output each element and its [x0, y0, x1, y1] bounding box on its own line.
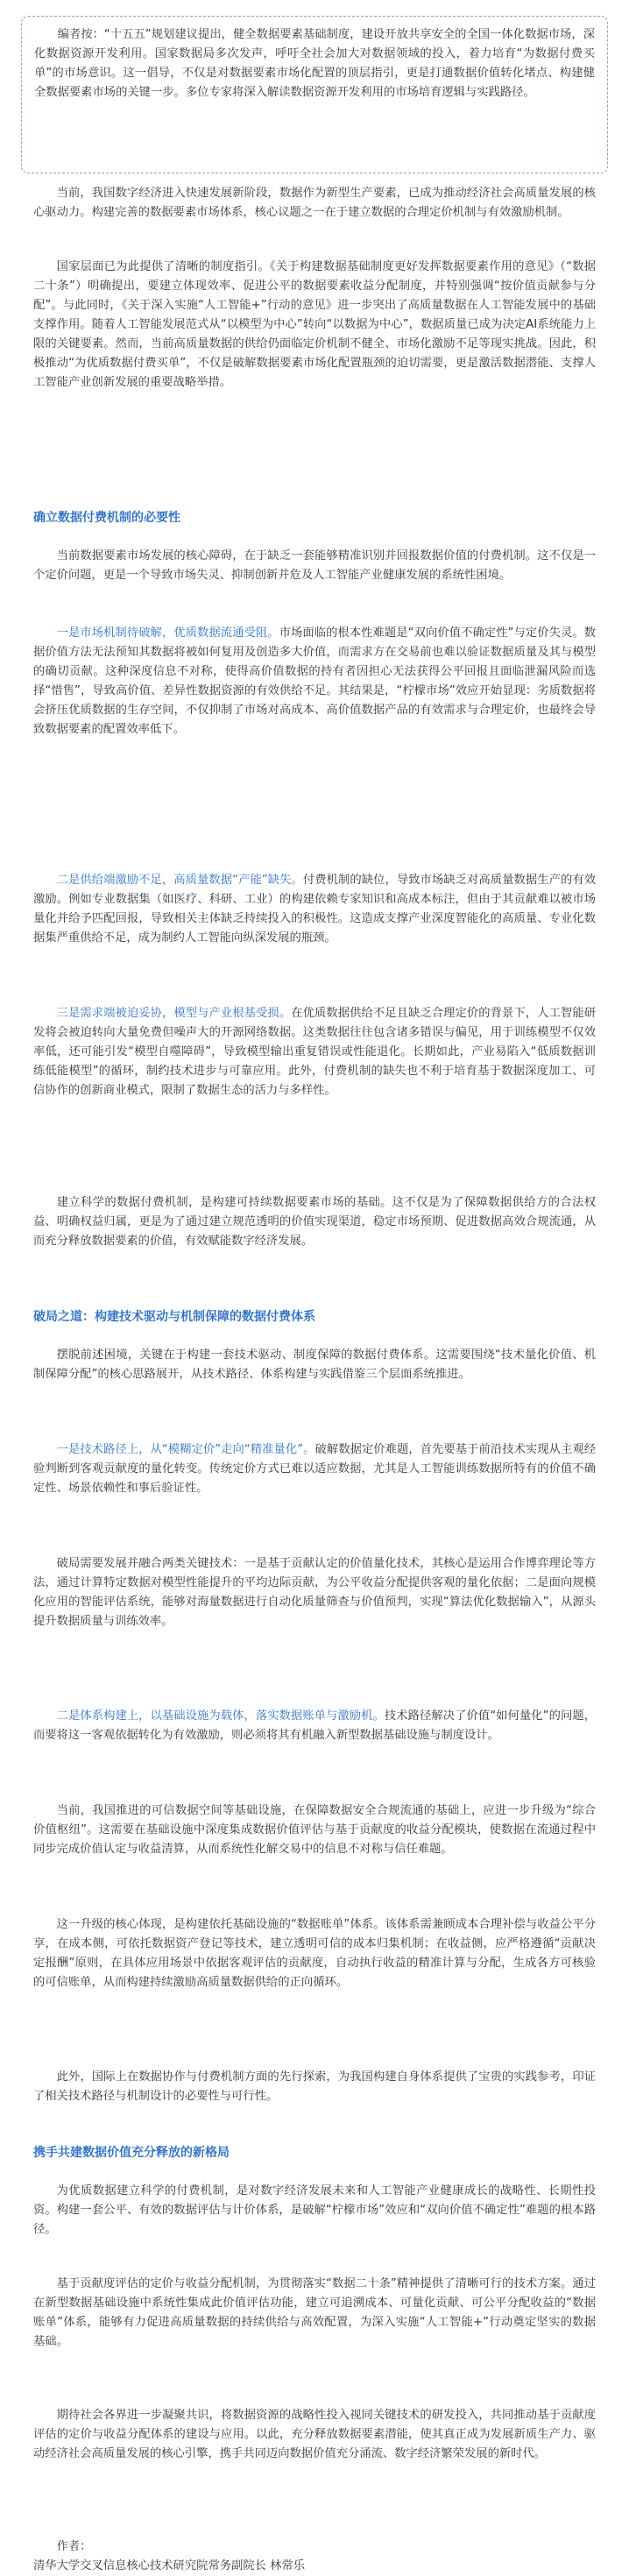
paragraph: 破局需要发展并融合两类关键技术：一是基于贡献认定的价值量化技术，其核心是运用合作博弈理论等方法，通过计算特定数据对模型性能提升的平均边际贡献，为公平收益分配提供客观的量化依据；二是面向规模化应用的智能评估系统，能够对海量数据进行自动化质量筛查与价值预判，实现“算法优化数据输入”，从源头提升数据质量与训练效率。 — [33, 1557, 596, 1628]
paragraph-lead: 二是体系构建上，以基础设施为载体，落实数据账单与激励机。 — [56, 1709, 385, 1723]
section-title: 破局之道：构建技术驱动与机制保障的数据付费体系 — [33, 1310, 315, 1324]
paragraph-lead: 三是需求端被迫妥协，模型与产业根基受损。 — [56, 1007, 292, 1020]
paragraph-lead: 一是技术路径上，从“模糊定价”走向“精准量化”。 — [56, 1443, 315, 1456]
paragraph — [33, 871, 596, 987]
paragraph-body: 破解数据定价难题，首先要基于前沿技术实现从主观经验判断到客观贡献度的量化转变。传统定价方式已难以适应数据，尤其是人工智能训练数据所特有的价值不确定性、场景依赖性和事后验证性。 — [33, 1443, 597, 1495]
author-label: 作者： — [56, 2540, 92, 2553]
paragraph-body: 在优质数据供给不足且缺乏合理定价的背景下，人工智能研发将会被迫转向大量免费但噪声大的开源网络数据。这类数据往往包含诸多错误与偏见，用于训练模型不仅效率低，还可能引发“模型自噬障碍”，导致模型输出重复错误或性能退化。长期如此，产业易陷入“低质数据训练低能模型”的循环，制约技术进步与可靠应用。此外，付费机制的缺失也不利于培育基于数据深度加工、可信协作的创新商业模式，限制了数据生态的活力与多样性。 — [33, 1007, 597, 1097]
section-title: 携手共建数据价值充分释放的新格局 — [33, 2146, 230, 2160]
paragraph — [33, 1707, 596, 1784]
paragraph-lead: 二是供给端激励不足，高质量数据“产能”缺失。 — [56, 874, 303, 887]
paragraph — [33, 1004, 596, 1178]
editor-note-box — [21, 16, 608, 173]
paragraph: 当前，我国数字经济进入快速发展新阶段，数据作为新型生产要素，已成为推动经济社会高质量发展的核心驱动力。构建完善的数据要素市场体系，核心议题之一在于建立数据的合理定价机制与有效激励机制。 — [33, 187, 596, 219]
section-title: 确立数据付费机制的必要性 — [33, 511, 180, 525]
paragraph: 基于贡献度评估的定价与收益分配机制，为贯彻落实“数据二十条”精神提供了清晰可行的技术方案。通过在新型数据基础设施中系统性集成此价值评估功能，建立可追溯成本、可量化贡献、可公平分配收益的“数据账单”体系，能够有力促进高质量数据的持续供给与高效配置，为深入实施“人工智能+”行动奠定坚实的数据基础。 — [33, 2277, 596, 2348]
paragraph — [33, 624, 596, 855]
editor-note-text: 编者按：“十五五”规划建议提出，健全数据要素基础制度，建设开放共享安全的全国一体化数据市场，深化数据资源开发利用。国家数据局多次发声，呼吁全社会加大对数据领域的投入，着力培育“为数据付费买单”的市场意识。这一倡导，不仅是对数据要素市场化配置的顶层指引，更是打通数据价值转化堵点、构建健全数据要素市场的关键一步。多位专家将深入解读数据资源开发利用的市场培育逻辑与实践路径。 — [34, 28, 595, 99]
paragraph-lead: 一是市场机制待破解，优质数据流通受阻。 — [56, 626, 279, 640]
paragraph: 这一升级的核心体现，是构建依托基础设施的“数据账单”体系。该体系需兼顾成本合理补偿与收益公平分享，在成本侧，可依托数据资产登记等技术，建立透明可信的成本归集机制；在收益侧，应严格遵循“贡献决定报酬”原则，在具体应用场景中依据客观评估的贡献度，自动执行收益的精准计算与分配，生成各方可核验的可信账单，从而构建持续激励高质量数据供给的正向循环。 — [33, 1918, 596, 1989]
paragraph: 建立科学的数据付费机制，是构建可持续数据要素市场的基础。这不仅是为了保障数据供给方的合法权益、明确权益归属，更是为了通过建立规范透明的价值实现渠道，稳定市场预期、促进数据高效合规流通，从而充分释放数据要素的价值，有效赋能数字经济发展。 — [33, 1196, 596, 1248]
paragraph — [33, 1440, 596, 1537]
paragraph: 国家层面已为此提供了清晰的制度指引。《关于构建数据基础制度更好发挥数据要素作用的意见》（“数据二十条”）明确提出，要建立体现效率、促进公平的数据要素收益分配制度，并特别强调“按价值贡献参与分配”。与此同时，《关于深入实施“人工智能+”行动的意见》进一步突出了高质量数据在人工智能发展中的基础支撑作用。随着人工智能发展范式从“以模型为中心”转向“以数据为中心”，数据质量已成为决定AI系统能力上限的关键要素。然而，当前高质量数据的供给仍面临定价机制不健全、市场化激励不足等现实挑战。因此，积极推动“为优质数据付费买单”，不仅是破解数据要素市场化配置瓶颈的迫切需要，更是激活数据潜能、支撑人工智能产业创新发展的重要战略举措。 — [33, 260, 596, 389]
paragraph-body: 技术路径解决了价值“如何量化”的问题，而要将这一客观依据转化为有效激励，则必须将其有机融入新型数据基础设施与制度设计。 — [33, 1709, 597, 1742]
paragraph: 期待社会各界进一步凝聚共识，将数据资源的战略性投入视同关键技术的研发投入，共同推动基于贡献度评估的定价与收益分配体系的建设与应用。以此，充分释放数据要素潜能，使其真正成为发展新质生产力、驱动经济社会高质量发展的核心引擎，携手共同迈向数据价值充分涌流、数字经济繁荣发展的新时代。 — [33, 2409, 596, 2460]
paragraph: 当前数据要素市场发展的核心障碍，在于缺乏一套能够精准识别并回报数据价值的付费机制。这不仅是一个定价问题，更是一个导致市场失灵、抑制创新并危及人工智能产业健康发展的系统性困境。 — [33, 549, 596, 582]
paragraph: 摆脱前述困境，关键在于构建一套技术驱动、制度保障的数据付费体系。这需要围绕“技术量化价值、机制保障分配”的核心思路展开，从技术路径、体系构建与实践借鉴三个层面系统推进。 — [33, 1348, 596, 1381]
article-body — [21, 184, 608, 2576]
paragraph-body: 付费机制的缺位，导致市场缺乏对高质量数据生产的有效激励。例如专业数据集（如医疗、科研、工业）的构建依赖专家知识和高成本标注，但由于其贡献难以被市场量化并给予匹配回报，导致相关主体缺乏持续投入的积极性。这造成支撑产业深度智能化的高质量、专业化数据集严重供给不足，成为制约人工智能向纵深发展的瓶颈。 — [33, 874, 597, 945]
paragraph: 此外，国际上在数据协作与付费机制方面的先行探索，为我国构建自身体系提供了宝贵的实践参考，印证了相关技术路径与机制设计的必要性与可行性。 — [33, 2070, 596, 2103]
paragraph-body: 市场面临的根本性难题是“双向价值不确定性”与定价失灵。数据价值方法无法预知其数据将被如何复用及创造多大价值，而需求方在交易前也难以验证数据质量及其与模型的确切贡献。这种深度信息不对称，使得高价值数据的持有者因担心无法获得公平回报且面临泄漏风险而选择“惜售”，导致高价值、差异性数据资源的有效供给不足。其结果是，“柠檬市场”效应开始显现：劣质数据将会挤压优质数据的生存空间，不仅抑制了市场对高成本、高价值数据产品的有效需求与合理定价，也最终会导致数据要素的配置效率低下。 — [33, 626, 597, 736]
author-affiliation: 清华大学交叉信息核心技术研究院常务副院长 林常乐 — [33, 2559, 306, 2572]
paragraph: 为优质数据建立科学的付费机制，是对数字经济发展未来和人工智能产业健康成长的战略性、长期性投资。构建一套公平、有效的数据评估与计价体系，是破解“柠檬市场”效应和“双向价值不确定性”难题的根本路径。 — [33, 2184, 596, 2236]
paragraph: 当前，我国推进的可信数据空间等基础设施，在保障数据安全合规流通的基础上，应进一步升级为“综合价值枢纽”。这需要在基础设施中深度集成数据价值评估与基于贡献度的收益分配模块，使数据在流通过程中同步完成价值认定与收益清算，从而系统性化解交易中的信息不对称与信任难题。 — [33, 1804, 596, 1856]
